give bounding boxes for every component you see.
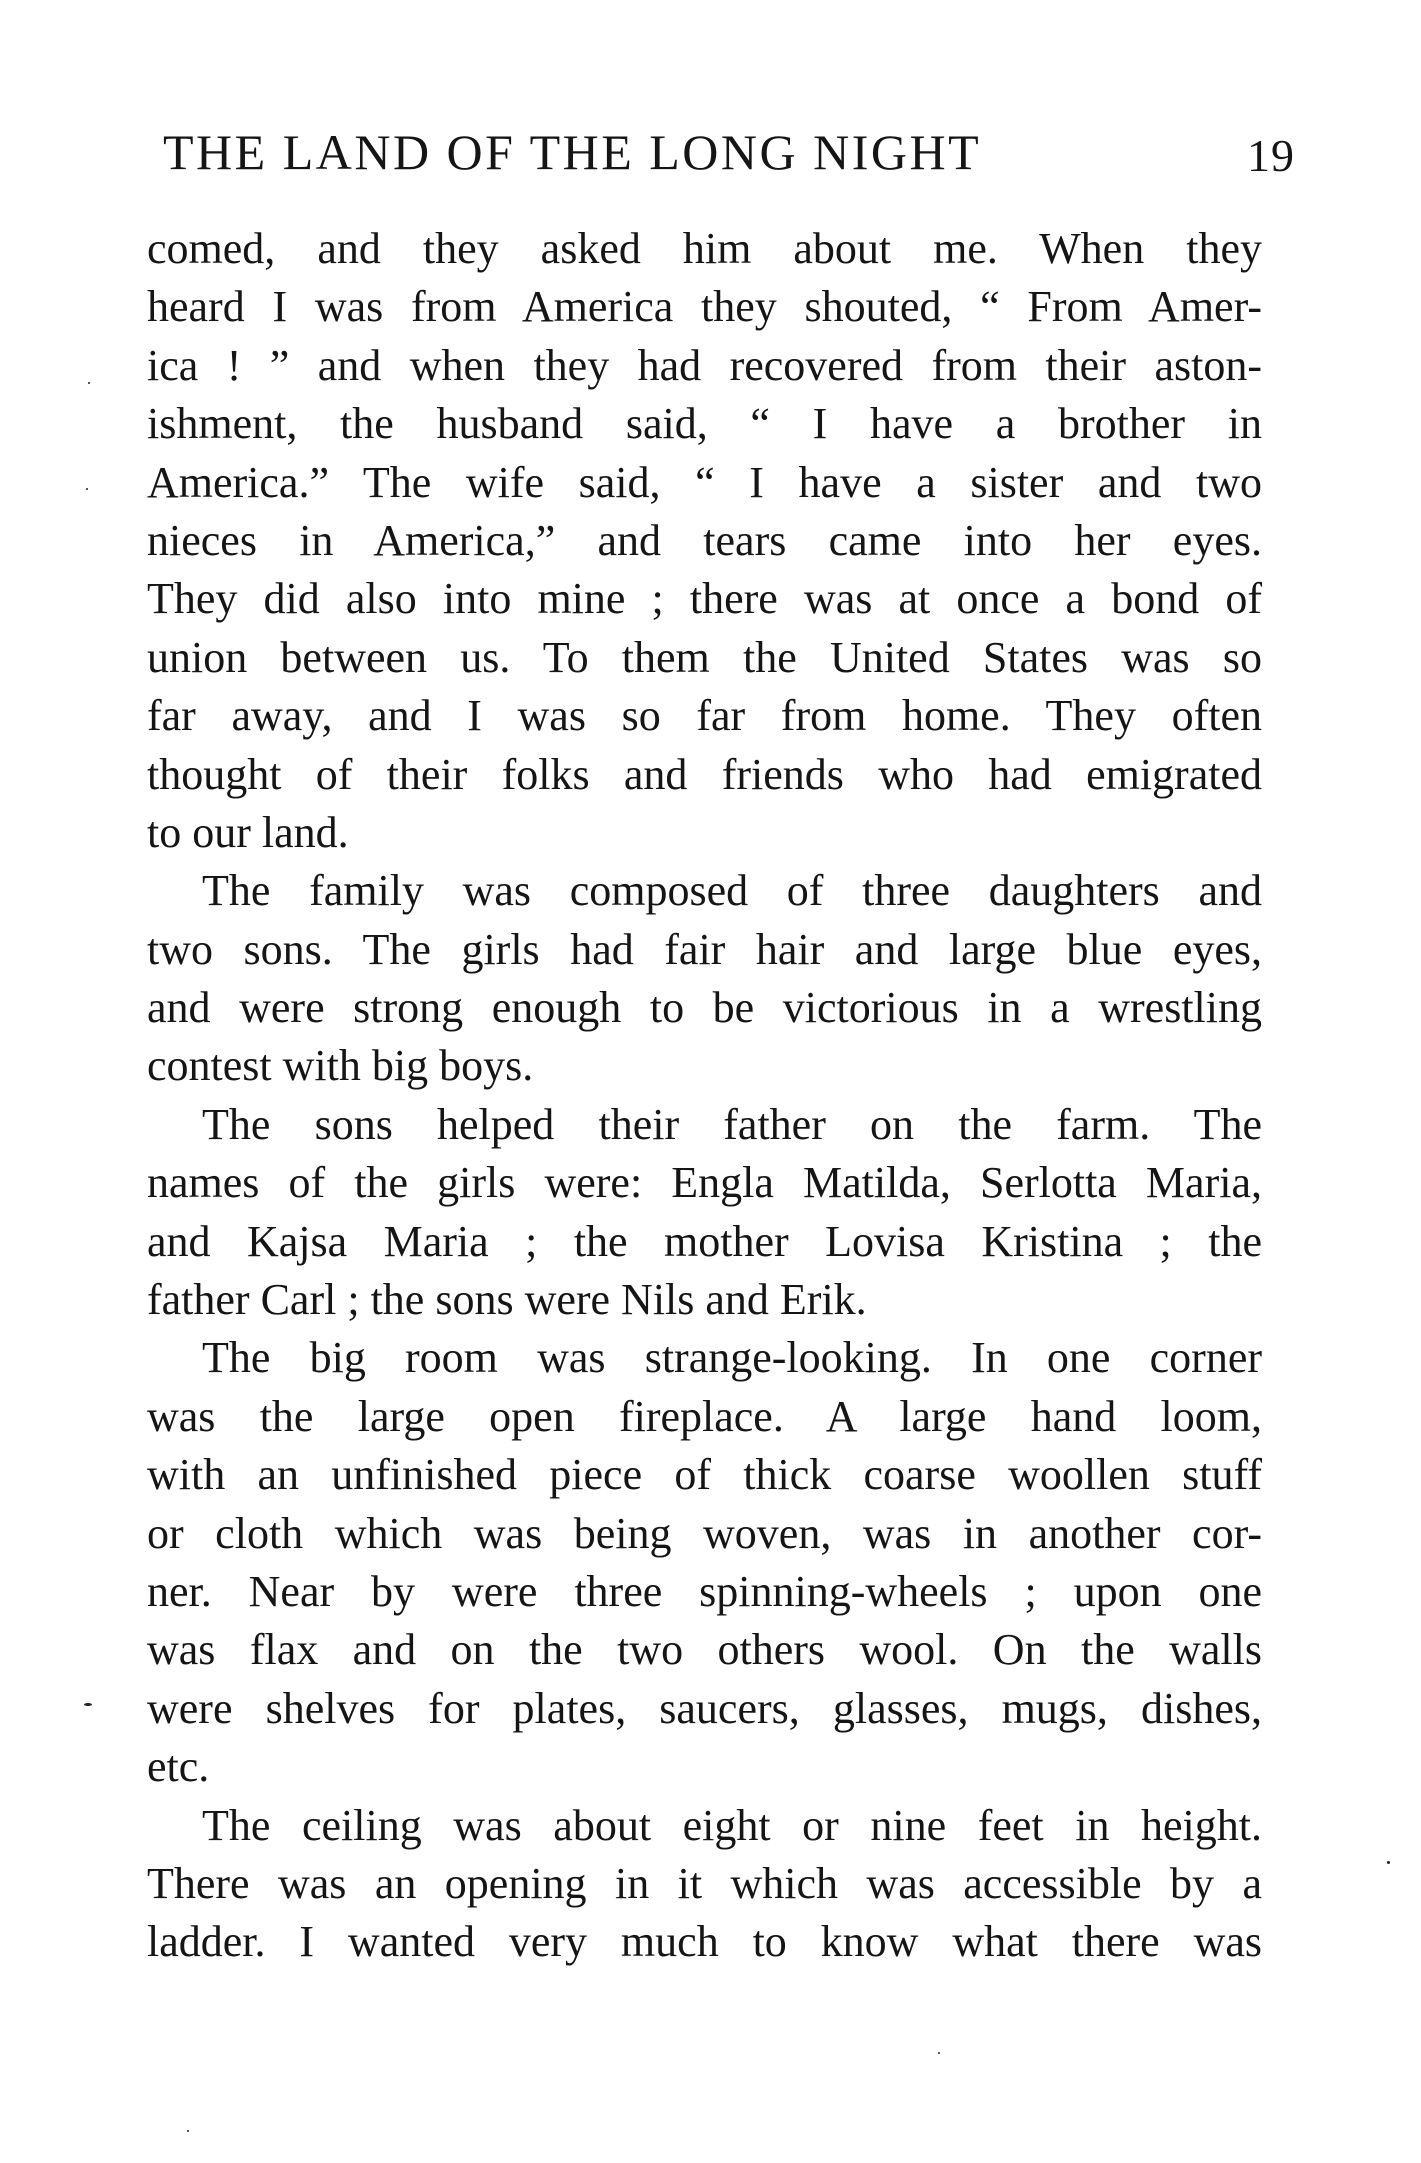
text-line: contest with big boys. — [147, 1041, 534, 1091]
scan-speck — [88, 382, 90, 384]
text-line: ner. Near by were three spinning-wheels ; upon one — [147, 1566, 1262, 1616]
paragraph-1 — [147, 220, 1262, 862]
paragraph-2 — [147, 862, 1262, 1096]
text-line: union between us. To them the United States was so — [147, 632, 1262, 682]
paragraph-4 — [147, 1329, 1262, 1796]
text-line: far away, and I was so far from home. They often — [147, 691, 1262, 741]
text-line: and were strong enough to be victorious in a wrestling — [147, 983, 1262, 1033]
text-line: or cloth which was being woven, was in another cor- — [147, 1508, 1262, 1558]
text-line: and Kajsa Maria ; the mother Lovisa Kristina ; the — [147, 1216, 1262, 1266]
text-line: There was an opening in it which was accessible by a — [147, 1858, 1262, 1908]
text-line: was flax and on the two others wool. On the walls — [147, 1625, 1262, 1675]
text-line: ladder. I wanted very much to know what there was — [147, 1917, 1262, 1967]
text-line: was the large open fireplace. A large hand loom, — [147, 1391, 1262, 1441]
text-line: thought of their folks and friends who had emigrated — [147, 749, 1262, 799]
text-line: The ceiling was about eight or nine feet in height. — [202, 1800, 1262, 1850]
text-line: America.” The wife said, “ I have a sister and two — [147, 457, 1262, 507]
scan-speck — [84, 1703, 92, 1706]
body-text — [147, 220, 1262, 1972]
paragraph-5 — [147, 1797, 1262, 1972]
page-number: 19 — [1247, 130, 1295, 181]
running-header — [163, 122, 1295, 182]
text-line: with an unfinished piece of thick coarse woollen stuff — [147, 1450, 1262, 1500]
text-line: etc. — [147, 1742, 210, 1792]
text-line: two sons. The girls had fair hair and large blue eyes, — [147, 924, 1262, 974]
text-line: ica ! ” and when they had recovered from their aston- — [147, 340, 1262, 390]
text-line: The big room was strange-looking. In one corner — [202, 1333, 1262, 1383]
text-line: were shelves for plates, saucers, glasses, mugs, dishes, — [147, 1683, 1262, 1733]
text-line: The family was composed of three daughters and — [202, 866, 1262, 916]
scan-speck — [938, 2052, 940, 2054]
scan-speck — [187, 2130, 189, 2132]
text-line: heard I was from America they shouted, “ From Amer- — [147, 282, 1262, 332]
text-line: father Carl ; the sons were Nils and Erik. — [147, 1275, 867, 1325]
text-line: to our land. — [147, 807, 349, 857]
text-line: The sons helped their father on the farm. The — [202, 1099, 1262, 1149]
text-line: comed, and they asked him about me. When they — [147, 224, 1262, 273]
text-line: ishment, the husband said, “ I have a brother in — [147, 399, 1262, 449]
text-line: They did also into mine ; there was at once a bond of — [147, 574, 1262, 624]
text-line: nieces in America,” and tears came into her eyes. — [147, 515, 1262, 565]
paragraph-3 — [147, 1096, 1262, 1330]
scan-speck — [1387, 1861, 1390, 1864]
running-title: THE LAND OF THE LONG NIGHT — [163, 124, 982, 180]
scan-speck — [86, 488, 88, 490]
text-line: names of the girls were: Engla Matilda, Serlotta Maria, — [147, 1158, 1262, 1208]
